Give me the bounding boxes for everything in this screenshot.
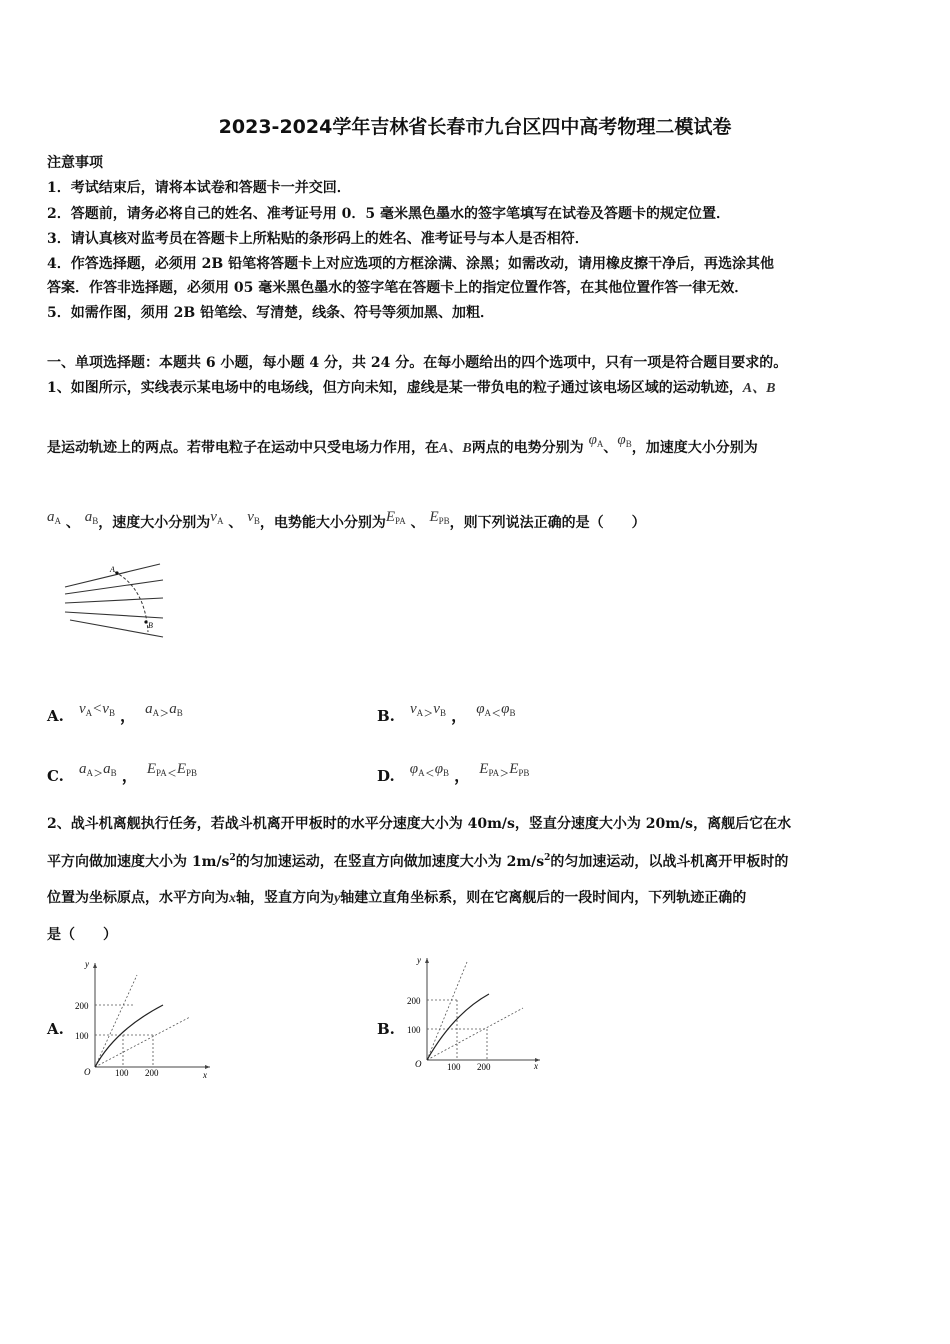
q1-text: ，电势能大小分别为: [259, 515, 386, 531]
q2-line2: 平方向做加速度大小为 $1m/s^2$的匀加速运动，在竖直方向做加速度大小为 $2m/s^2$的匀加速运动，以战斗机离开甲板时的: [47, 853, 789, 870]
q1-option-c[interactable]: C. $a_A>a_B$ ， $E_{PA}<E_{PB}$: [47, 761, 198, 785]
tick-label: 100: [447, 1062, 461, 1072]
tick-label: 200: [75, 1001, 89, 1011]
tick-label: 100: [115, 1068, 129, 1078]
notice-item: 1．考试结束后，请将本试卷和答题卡一并交回．: [47, 180, 351, 196]
notice-item: 2．答题前，请务必将自己的姓名、准考证号用 0．5 毫米黑色墨水的签字笔填写在试卷及答题卡的规定位置．: [47, 206, 730, 222]
q1-line2: 是运动轨迹上的两点。若带电粒子在运动中只受电场力作用，在A、B两点的电势分别为 $\varphi_A$、$\varphi_B$，加速度大小分别为: [47, 432, 758, 456]
x-axis-label: x: [203, 1070, 207, 1080]
q1-line3: $a_A$ 、 $a_B$，速度大小分别为$v_A$ 、 $v_B$，电势能大小分别为$E_{PA}$ 、 $E_{PB}$，则下列说法正确的是（ ）: [47, 509, 646, 531]
a-b-symbol: $a_B$: [84, 509, 99, 526]
v-b-symbol: $v_B$: [247, 509, 260, 526]
q1-text: 1、如图所示，实线表示某电场中的电场线，但方向未知，虚线是某一带负电的粒子通过该电场区域的运动轨迹，: [47, 380, 743, 396]
tick-label: 200: [407, 996, 421, 1006]
tick-label: 100: [75, 1031, 89, 1041]
a-a-symbol: $a_A$: [47, 509, 61, 526]
page-title: 2023-2024学年吉林省长春市九台区四中高考物理二模试卷: [218, 116, 732, 138]
epb-symbol: $E_{PB}$: [429, 509, 450, 526]
section-heading: 一、单项选择题：本题共 6 小题，每小题 4 分，共 24 分。在每小题给出的四个选项中，只有一项是符合题目要求的。: [47, 355, 788, 371]
asymptote-line: [427, 1008, 523, 1060]
q1-option-b[interactable]: B. $v_A>v_B$ ， $\varphi_A<\varphi_B$: [377, 701, 516, 725]
q2-line3: 位置为坐标原点，水平方向为x轴，竖直方向为y轴建立直角坐标系，则在它离舰后的一段时间内，下列轨迹正确的: [47, 890, 747, 906]
trajectory-curve: [115, 572, 148, 632]
q2-option-a-label[interactable]: A.: [47, 1020, 64, 1038]
phi-a-symbol: $\varphi_A$: [588, 432, 604, 449]
v-a-symbol: $v_A$: [210, 509, 224, 526]
q1-points: A、B: [439, 441, 472, 456]
x-axis-label: x: [534, 1061, 538, 1071]
q2-line1: 2、战斗机离舰执行任务，若战斗机离开甲板时的水平分速度大小为 40m/s，竖直分速度大小为 20m/s，离舰后它在水: [47, 816, 792, 832]
q2-option-a-graph[interactable]: [75, 955, 215, 1080]
q1-points: A、B: [742, 381, 776, 396]
origin-label: O: [415, 1059, 422, 1069]
q1-text: 是运动轨迹上的两点。若带电粒子在运动中只受电场力作用，在: [47, 440, 439, 456]
q1-option-d[interactable]: D. $\varphi_A<\varphi_B$ ， $E_{PA}>E_{PB}$: [377, 761, 530, 785]
phi-b-symbol: $\varphi_B$: [617, 432, 632, 449]
asymptote-line: [95, 975, 137, 1067]
label-a: A: [110, 565, 115, 574]
label-b: B: [148, 621, 153, 630]
origin-label: O: [84, 1067, 91, 1077]
asymptote-line: [427, 962, 467, 1060]
y-axis-label: y: [85, 959, 89, 969]
tick-label: 200: [477, 1062, 491, 1072]
epa-symbol: $E_{PA}$: [385, 509, 406, 526]
asymptote-line: [95, 1017, 190, 1067]
q2-option-b-label[interactable]: B.: [377, 1020, 395, 1038]
notice-item: 3．请认真核对监考员在答题卡上所粘贴的条形码上的姓名、准考证号与本人是否相符．: [47, 231, 589, 247]
notice-item: 5．如需作图，须用 2B 铅笔绘、写清楚，线条、符号等须加黑、加粗．: [47, 305, 495, 321]
q1-text: ，加速度大小分别为: [631, 440, 758, 456]
notice-item: 答案．作答非选择题，必须用 05 毫米黑色墨水的签字笔在答题卡上的指定位置作答，在其他位置作答一律无效．: [47, 280, 749, 296]
tick-label: 100: [407, 1025, 421, 1035]
field-line: [65, 580, 163, 594]
field-line: [65, 598, 163, 603]
point-a: [115, 571, 118, 574]
q1-line1: [47, 377, 775, 397]
q1-text: 两点的电势分别为: [471, 440, 584, 456]
trajectory-curve: [427, 994, 489, 1060]
q2-option-b-graph[interactable]: [405, 952, 545, 1077]
field-line-figure: [60, 560, 170, 640]
q1-option-a[interactable]: A. $v_A<v_B$ ， $a_A>a_B$: [47, 701, 183, 725]
notice-item: 4．作答选择题，必须用 2B 铅笔将答题卡上对应选项的方框涂满、涂黑；如需改动，请用橡皮擦干净后，再选涂其他: [47, 256, 775, 272]
q1-text: ，则下列说法正确的是（ ）: [449, 515, 646, 531]
tick-label: 200: [145, 1068, 159, 1078]
y-axis-label: y: [417, 955, 421, 965]
q2-line4: 是（ ）: [47, 927, 117, 943]
q1-text: ，速度大小分别为: [98, 515, 211, 531]
notice-heading: 注意事项: [47, 155, 103, 171]
field-line: [65, 612, 163, 618]
